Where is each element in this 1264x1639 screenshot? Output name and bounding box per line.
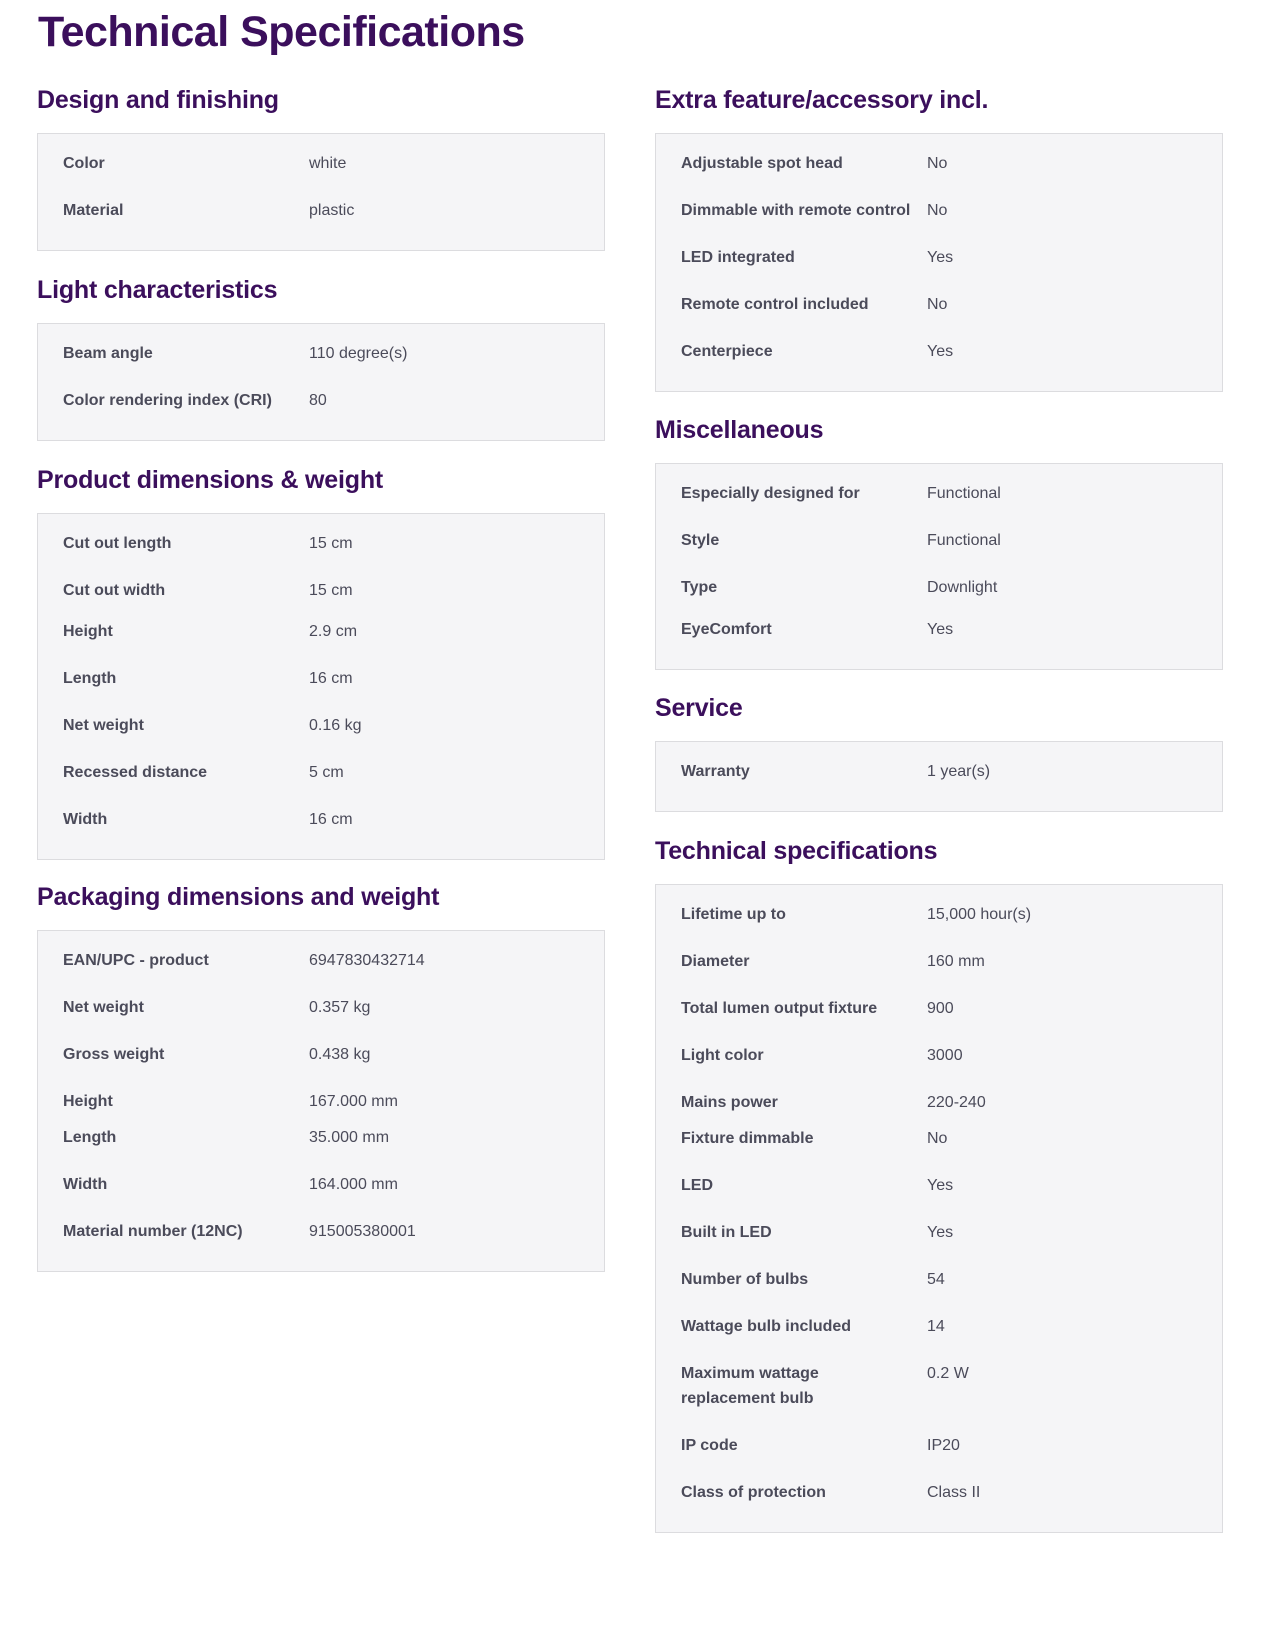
spec-row — [38, 383, 604, 430]
spec-label: Color rendering index (CRI) — [63, 392, 272, 409]
spec-label: Mains power — [681, 1094, 778, 1111]
spec-label: Gross weight — [63, 1046, 165, 1063]
section-product-dimensions — [37, 465, 605, 860]
spec-value: 16 cm — [309, 811, 353, 828]
spec-value: Class II — [927, 1484, 981, 1501]
spec-value: 167.000 mm — [309, 1093, 398, 1110]
spec-row — [38, 526, 604, 573]
spec-value: 80 — [309, 392, 327, 409]
spec-value: Yes — [927, 621, 954, 638]
spec-value: 915005380001 — [309, 1223, 416, 1240]
spec-value: 3000 — [927, 1047, 963, 1064]
spec-label: Cut out length — [63, 535, 172, 552]
spec-label: Height — [63, 623, 113, 640]
spec-label: Net weight — [63, 999, 144, 1016]
spec-row — [656, 1356, 1222, 1428]
spec-value: 15,000 hour(s) — [927, 906, 1032, 923]
spec-row — [38, 1214, 604, 1261]
section-heading: Product dimensions & weight — [37, 466, 384, 494]
spec-row — [38, 1167, 604, 1214]
spec-table — [37, 323, 605, 441]
spec-label: Light color — [681, 1047, 764, 1064]
spec-row — [656, 754, 1222, 801]
spec-table — [37, 930, 605, 1272]
spec-row — [656, 334, 1222, 381]
spec-label: Material — [63, 202, 124, 219]
section-miscellaneous — [655, 415, 1223, 670]
spec-label: Cut out width — [63, 582, 166, 599]
spec-row — [656, 1262, 1222, 1309]
spec-row — [38, 755, 604, 802]
spec-row — [656, 1085, 1222, 1121]
spec-label: Adjustable spot head — [681, 155, 843, 172]
spec-label: Color — [63, 155, 105, 172]
spec-value: Yes — [927, 249, 954, 266]
spec-row — [38, 708, 604, 755]
spec-value: No — [927, 296, 948, 313]
spec-row — [656, 1215, 1222, 1262]
spec-row — [38, 193, 604, 240]
section-heading: Packaging dimensions and weight — [37, 883, 440, 911]
spec-row — [38, 1084, 604, 1120]
spec-label: Width — [63, 1176, 108, 1193]
spec-label: Net weight — [63, 717, 144, 734]
section-service — [655, 693, 1223, 812]
spec-label: Length — [63, 1129, 117, 1146]
spec-value: 0.357 kg — [309, 999, 371, 1016]
spec-label: Class of protection — [681, 1484, 826, 1501]
spec-label: IP code — [681, 1437, 738, 1454]
spec-row — [38, 146, 604, 193]
spec-row — [656, 1475, 1222, 1522]
section-heading: Miscellaneous — [655, 416, 824, 444]
spec-value: 5 cm — [309, 764, 344, 781]
spec-value: 0.16 kg — [309, 717, 362, 734]
spec-value: Downlight — [927, 579, 998, 596]
spec-row — [656, 287, 1222, 334]
spec-label: Type — [681, 579, 718, 596]
spec-row — [656, 1121, 1222, 1168]
spec-value: 160 mm — [927, 953, 985, 970]
spec-row — [656, 193, 1222, 240]
spec-row — [656, 1168, 1222, 1215]
spec-label: Maximum wattage replacement bulb — [681, 1365, 819, 1407]
spec-label: Recessed distance — [63, 764, 208, 781]
spec-value: white — [309, 155, 347, 172]
section-heading: Light characteristics — [37, 276, 278, 304]
spec-value: 0.2 W — [927, 1365, 969, 1382]
section-technical-specifications — [655, 836, 1223, 1533]
spec-label: Fixture dimmable — [681, 1130, 814, 1147]
spec-label: Total lumen output fixture — [681, 1000, 878, 1017]
spec-value: 14 — [927, 1318, 945, 1335]
spec-row — [38, 943, 604, 990]
spec-value: 2.9 cm — [309, 623, 358, 640]
spec-row — [38, 614, 604, 661]
spec-label: Remote control included — [681, 296, 869, 313]
spec-row — [656, 523, 1222, 570]
section-design-finishing — [37, 85, 605, 251]
spec-row — [656, 1038, 1222, 1085]
spec-label: Wattage bulb included — [681, 1318, 852, 1335]
spec-label: LED — [681, 1177, 713, 1194]
spec-value: No — [927, 1130, 948, 1147]
spec-value: 900 — [927, 1000, 954, 1017]
spec-table — [655, 463, 1223, 670]
spec-table — [37, 133, 605, 251]
spec-table — [655, 741, 1223, 812]
spec-row — [38, 336, 604, 383]
spec-label: Centerpiece — [681, 343, 773, 360]
spec-value: 6947830432714 — [309, 952, 425, 969]
spec-table — [655, 133, 1223, 392]
spec-value: 54 — [927, 1271, 945, 1288]
spec-value: IP20 — [927, 1437, 960, 1454]
spec-row — [656, 944, 1222, 991]
section-heading: Design and finishing — [37, 86, 279, 114]
spec-value: No — [927, 202, 948, 219]
spec-label: Height — [63, 1093, 113, 1110]
spec-value: No — [927, 155, 948, 172]
spec-value: Yes — [927, 1224, 954, 1241]
spec-value: 164.000 mm — [309, 1176, 398, 1193]
spec-table — [37, 513, 605, 860]
spec-row — [38, 802, 604, 849]
spec-row — [656, 1309, 1222, 1356]
spec-label: Number of bulbs — [681, 1271, 809, 1288]
section-light-characteristics — [37, 275, 605, 441]
spec-value: 110 degree(s) — [309, 345, 408, 362]
spec-label: Style — [681, 532, 720, 549]
section-heading: Technical specifications — [655, 837, 938, 865]
spec-value: Yes — [927, 1177, 954, 1194]
spec-value: 35.000 mm — [309, 1129, 390, 1146]
spec-value: 16 cm — [309, 670, 353, 687]
section-heading: Extra feature/accessory incl. — [655, 86, 989, 114]
spec-row — [656, 991, 1222, 1038]
section-extra-features — [655, 85, 1223, 392]
spec-row — [656, 146, 1222, 193]
spec-value: plastic — [309, 202, 355, 219]
spec-label: Width — [63, 811, 108, 828]
spec-value: 15 cm — [309, 582, 353, 599]
spec-value: Functional — [927, 485, 1001, 502]
spec-label: Material number (12NC) — [63, 1223, 243, 1240]
spec-row — [656, 1428, 1222, 1475]
spec-value: Yes — [927, 343, 954, 360]
spec-label: Length — [63, 670, 117, 687]
spec-label: EAN/UPC - product — [63, 952, 209, 969]
spec-value: 0.438 kg — [309, 1046, 371, 1063]
spec-table — [655, 884, 1223, 1533]
spec-row — [38, 1120, 604, 1167]
spec-label: Beam angle — [63, 345, 153, 362]
spec-label: Built in LED — [681, 1224, 772, 1241]
spec-label: LED integrated — [681, 249, 795, 266]
spec-row — [656, 476, 1222, 523]
spec-label: Dimmable with remote control — [681, 202, 911, 219]
spec-label: Warranty — [681, 763, 750, 780]
spec-value: Functional — [927, 532, 1001, 549]
spec-row — [38, 990, 604, 1037]
page-title: Technical Specifications — [38, 8, 525, 56]
spec-label: Especially designed for — [681, 485, 860, 502]
section-heading: Service — [655, 694, 743, 722]
spec-row — [656, 897, 1222, 944]
spec-row — [656, 570, 1222, 612]
spec-row — [656, 240, 1222, 287]
spec-label: EyeComfort — [681, 621, 772, 638]
spec-row — [38, 661, 604, 708]
spec-label: Lifetime up to — [681, 906, 786, 923]
section-packaging-dimensions — [37, 882, 605, 1272]
spec-value: 220-240 — [927, 1094, 986, 1111]
spec-value: 15 cm — [309, 535, 353, 552]
spec-row — [38, 1037, 604, 1084]
spec-label: Diameter — [681, 953, 750, 970]
spec-row — [656, 612, 1222, 659]
spec-value: 1 year(s) — [927, 763, 991, 780]
spec-row — [38, 573, 604, 614]
